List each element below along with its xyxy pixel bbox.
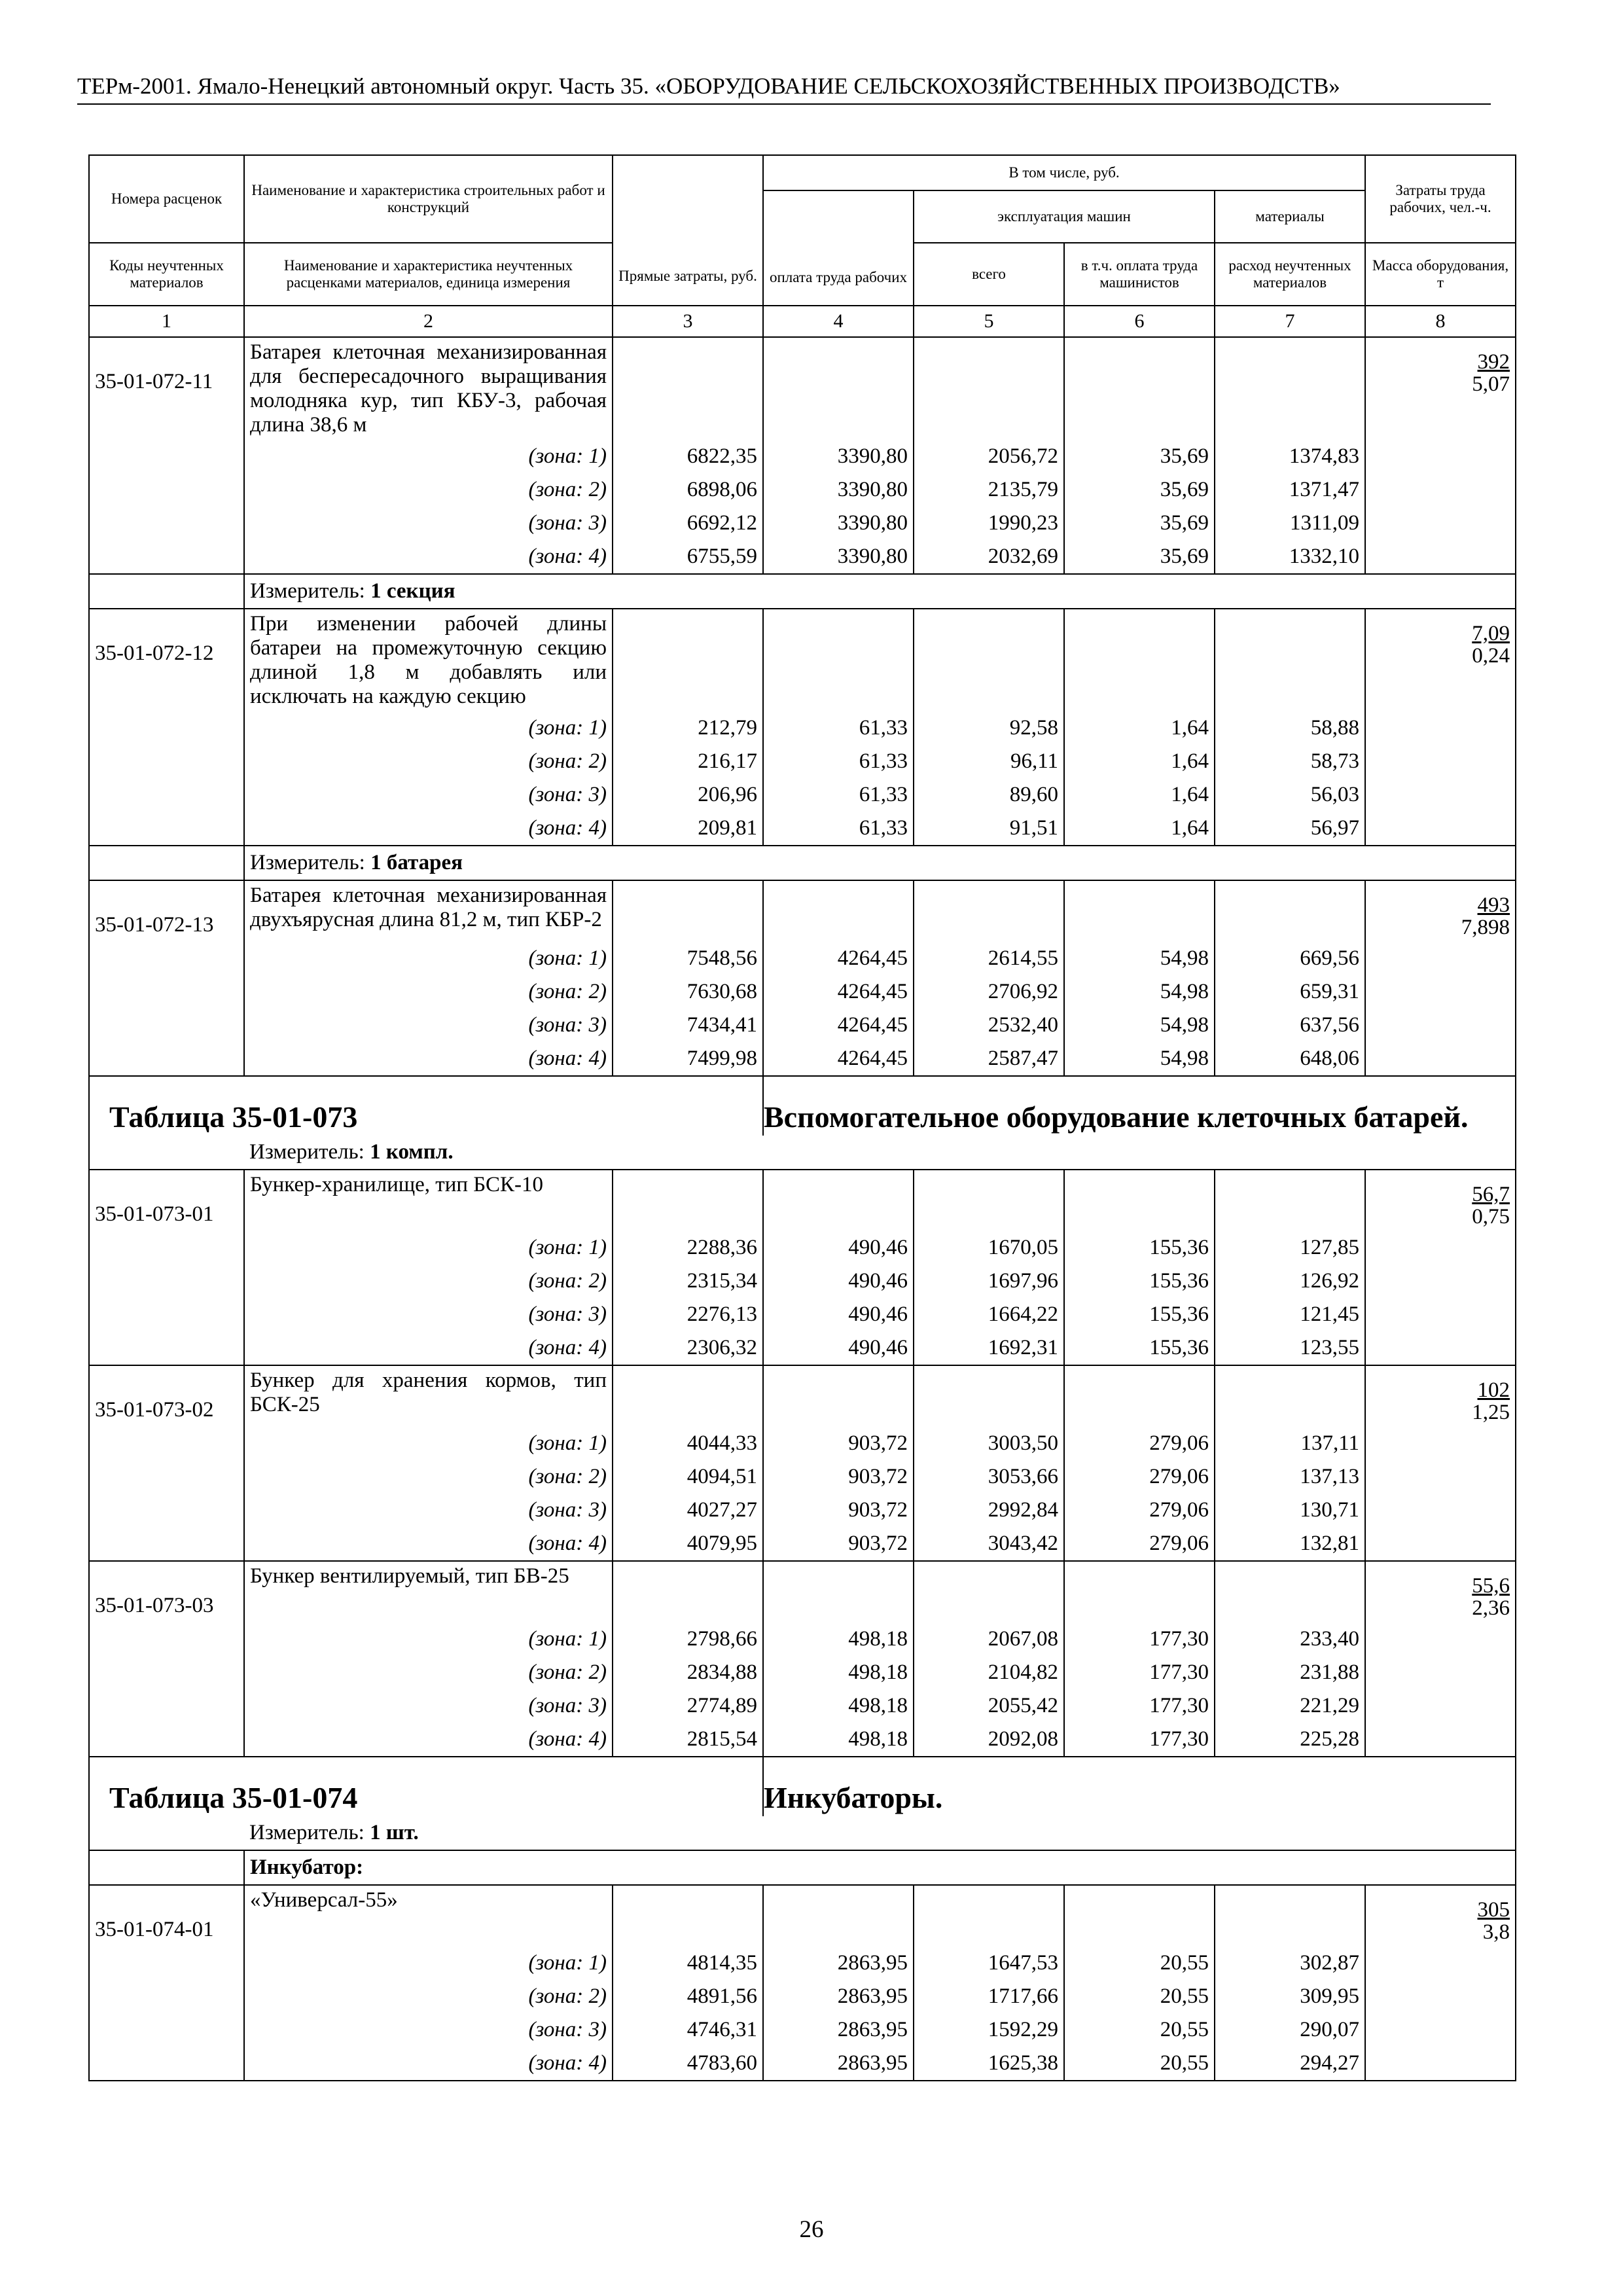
price-value: 3390,80 <box>763 473 914 507</box>
item-code: 35-01-072-13 <box>89 880 244 942</box>
price-value: 2834,88 <box>613 1656 763 1689</box>
price-value: 7434,41 <box>613 1009 763 1042</box>
zone-label: (зона: 3) <box>244 1689 613 1723</box>
price-value: 20,55 <box>1064 1946 1215 1980</box>
price-value: 6755,59 <box>613 540 763 574</box>
zone-label: (зона: 1) <box>244 942 613 975</box>
price-value: 1374,83 <box>1215 440 1365 473</box>
measure-row <box>89 574 1516 609</box>
measure-unit: 1 секция <box>370 579 455 603</box>
price-value: 61,33 <box>763 812 914 846</box>
price-value: 2288,36 <box>613 1231 763 1265</box>
zone-label: (зона: 3) <box>244 2013 613 2047</box>
price-value: 92,58 <box>914 711 1064 745</box>
zone-row <box>89 2047 1516 2081</box>
item-code: 35-01-073-02 <box>89 1365 244 1427</box>
zone-label: (зона: 3) <box>244 1494 613 1527</box>
price-value: 4094,51 <box>613 1460 763 1494</box>
price-value: 2532,40 <box>914 1009 1064 1042</box>
zone-label: (зона: 2) <box>244 1460 613 1494</box>
price-value: 3043,42 <box>914 1527 1064 1561</box>
price-value: 498,18 <box>763 1623 914 1656</box>
col2-top-header: Наименование и характеристика строительных работ и конструкций <box>244 155 613 243</box>
measure-unit: 1 компл. <box>370 1140 454 1164</box>
measure-prefix: Измеритель: <box>249 1821 365 1844</box>
page-number: 26 <box>799 2216 824 2243</box>
price-value: 221,29 <box>1215 1689 1365 1723</box>
zone-row <box>89 1723 1516 1757</box>
price-value: 1664,22 <box>914 1298 1064 1331</box>
price-value: 4814,35 <box>613 1946 763 1980</box>
group-row <box>89 1850 1516 1885</box>
labor-mass-fraction <box>1365 1561 1516 1623</box>
price-value: 309,95 <box>1215 1980 1365 2013</box>
price-value: 155,36 <box>1064 1298 1215 1331</box>
col7-header: расход неучтенных материалов <box>1215 243 1365 306</box>
price-value: 54,98 <box>1064 975 1215 1009</box>
zone-row <box>89 942 1516 975</box>
price-value: 61,33 <box>763 711 914 745</box>
zone-row <box>89 1427 1516 1460</box>
price-value: 54,98 <box>1064 942 1215 975</box>
price-value: 20,55 <box>1064 2047 1215 2081</box>
price-value: 903,72 <box>763 1427 914 1460</box>
price-value: 498,18 <box>763 1656 914 1689</box>
zone-label: (зона: 2) <box>244 975 613 1009</box>
price-value: 206,96 <box>613 778 763 812</box>
price-value: 1625,38 <box>914 2047 1064 2081</box>
price-value: 1697,96 <box>914 1265 1064 1298</box>
zone-label: (зона: 4) <box>244 540 613 574</box>
zone-row <box>89 1689 1516 1723</box>
zone-label: (зона: 3) <box>244 778 613 812</box>
price-value: 302,87 <box>1215 1946 1365 1980</box>
labor-mass-fraction <box>1365 880 1516 942</box>
table-section-header <box>89 1076 1516 1136</box>
price-value: 177,30 <box>1064 1723 1215 1757</box>
zone-label: (зона: 4) <box>244 1331 613 1365</box>
price-value: 490,46 <box>763 1265 914 1298</box>
price-value: 212,79 <box>613 711 763 745</box>
price-value: 7548,56 <box>613 942 763 975</box>
labor-value: 305 <box>1477 1898 1510 1922</box>
col1-bottom-header: Коды неучтенных материалов <box>89 243 244 306</box>
price-value: 1647,53 <box>914 1946 1064 1980</box>
price-value: 137,11 <box>1215 1427 1365 1460</box>
zone-label: (зона: 4) <box>244 812 613 846</box>
price-value: 2798,66 <box>613 1623 763 1656</box>
zone-label: (зона: 1) <box>244 1427 613 1460</box>
price-value: 4027,27 <box>613 1494 763 1527</box>
measure-row <box>89 846 1516 880</box>
zone-label: (зона: 1) <box>244 1623 613 1656</box>
price-value: 231,88 <box>1215 1656 1365 1689</box>
labor-value: 392 <box>1477 350 1510 374</box>
incl-header: В том числе, руб. <box>763 155 1365 190</box>
zone-label: (зона: 4) <box>244 1042 613 1076</box>
column-number: 1 <box>89 306 244 337</box>
col1-top-header: Номера расценок <box>89 155 244 243</box>
section-title: Таблица 35-01-073 <box>89 1076 763 1136</box>
price-value: 2055,42 <box>914 1689 1064 1723</box>
price-value: 1371,47 <box>1215 473 1365 507</box>
price-value: 637,56 <box>1215 1009 1365 1042</box>
zone-label: (зона: 1) <box>244 1946 613 1980</box>
zone-row <box>89 507 1516 540</box>
price-value: 6822,35 <box>613 440 763 473</box>
price-value: 4264,45 <box>763 1042 914 1076</box>
price-value: 279,06 <box>1064 1460 1215 1494</box>
labor-value: 55,6 <box>1472 1574 1510 1598</box>
price-value: 3390,80 <box>763 440 914 473</box>
mass-value: 0,75 <box>1472 1205 1510 1229</box>
price-value: 130,71 <box>1215 1494 1365 1527</box>
measure-unit: 1 батарея <box>370 851 463 874</box>
zone-label: (зона: 3) <box>244 507 613 540</box>
zone-row <box>89 778 1516 812</box>
measure-prefix: Измеритель: <box>250 851 365 874</box>
item-code: 35-01-072-12 <box>89 609 244 711</box>
zone-row <box>89 1527 1516 1561</box>
zone-row <box>89 745 1516 778</box>
column-numbers-row <box>89 306 1516 337</box>
zone-label: (зона: 2) <box>244 473 613 507</box>
price-value: 2815,54 <box>613 1723 763 1757</box>
price-value: 177,30 <box>1064 1623 1215 1656</box>
price-value: 2863,95 <box>763 1980 914 2013</box>
price-value: 3053,66 <box>914 1460 1064 1494</box>
price-value: 1990,23 <box>914 507 1064 540</box>
price-value: 1592,29 <box>914 2013 1064 2047</box>
zone-label: (зона: 4) <box>244 1527 613 1561</box>
page-header: ТЕРм-2001. Ямало-Ненецкий автономный округ. Часть 35. «ОБОРУДОВАНИЕ СЕЛЬСКОХОЗЯЙСТВЕННЫХ ПРОИЗВОДСТВ» <box>77 73 1491 105</box>
price-value: 279,06 <box>1064 1427 1215 1460</box>
item-name: Бункер вентилируемый, тип БВ-25 <box>244 1561 613 1623</box>
price-value: 2067,08 <box>914 1623 1064 1656</box>
price-value: 1332,10 <box>1215 540 1365 574</box>
column-number: 8 <box>1365 306 1516 337</box>
item-row <box>89 1561 1516 1623</box>
price-value: 155,36 <box>1064 1265 1215 1298</box>
price-value: 294,27 <box>1215 2047 1365 2081</box>
price-value: 209,81 <box>613 812 763 846</box>
section-measure-row <box>89 1816 1516 1850</box>
price-value: 2863,95 <box>763 2047 914 2081</box>
price-value: 290,07 <box>1215 2013 1365 2047</box>
zone-row <box>89 1494 1516 1527</box>
price-value: 137,13 <box>1215 1460 1365 1494</box>
price-value: 2315,34 <box>613 1265 763 1298</box>
labor-value: 493 <box>1477 893 1510 917</box>
price-value: 648,06 <box>1215 1042 1365 1076</box>
labor-value: 102 <box>1477 1378 1510 1402</box>
price-value: 6692,12 <box>613 507 763 540</box>
price-value: 498,18 <box>763 1723 914 1757</box>
price-value: 58,73 <box>1215 745 1365 778</box>
price-value: 903,72 <box>763 1460 914 1494</box>
zone-label: (зона: 4) <box>244 2047 613 2081</box>
zone-label: (зона: 1) <box>244 1231 613 1265</box>
price-value: 4044,33 <box>613 1427 763 1460</box>
zone-row <box>89 1331 1516 1365</box>
item-name: Батарея клеточная механизированная двухъярусная длина 81,2 м, тип КБР-2 <box>244 880 613 942</box>
price-value: 2104,82 <box>914 1656 1064 1689</box>
price-value: 61,33 <box>763 745 914 778</box>
price-value: 3390,80 <box>763 540 914 574</box>
price-value: 4891,56 <box>613 1980 763 2013</box>
price-value: 54,98 <box>1064 1009 1215 1042</box>
price-value: 2706,92 <box>914 975 1064 1009</box>
price-value: 498,18 <box>763 1689 914 1723</box>
zone-label: (зона: 3) <box>244 1009 613 1042</box>
materials-header: материалы <box>1215 190 1365 243</box>
labor-mass-fraction <box>1365 337 1516 440</box>
price-value: 4264,45 <box>763 1009 914 1042</box>
price-value: 903,72 <box>763 1527 914 1561</box>
price-value: 35,69 <box>1064 440 1215 473</box>
zone-row <box>89 473 1516 507</box>
price-value: 1,64 <box>1064 711 1215 745</box>
labor-mass-fraction <box>1365 1885 1516 1946</box>
zone-row <box>89 812 1516 846</box>
zone-row <box>89 440 1516 473</box>
section-name: Вспомогательное оборудование клеточных батарей. <box>763 1076 1516 1136</box>
zone-label: (зона: 2) <box>244 1656 613 1689</box>
machines-header: эксплуатация машин <box>914 190 1215 243</box>
table-section-header <box>89 1757 1516 1816</box>
price-value: 4746,31 <box>613 2013 763 2047</box>
price-value: 155,36 <box>1064 1231 1215 1265</box>
price-value: 4264,45 <box>763 942 914 975</box>
price-value: 6898,06 <box>613 473 763 507</box>
zone-row <box>89 1298 1516 1331</box>
zone-row <box>89 1980 1516 2013</box>
zone-label: (зона: 2) <box>244 1980 613 2013</box>
section-name: Инкубаторы. <box>763 1757 1516 1816</box>
zone-row <box>89 1231 1516 1265</box>
price-value: 177,30 <box>1064 1689 1215 1723</box>
price-value: 89,60 <box>914 778 1064 812</box>
section-measure-row <box>89 1136 1516 1170</box>
zone-label: (зона: 2) <box>244 1265 613 1298</box>
column-number: 3 <box>613 306 763 337</box>
price-value: 279,06 <box>1064 1494 1215 1527</box>
price-value: 56,97 <box>1215 812 1365 846</box>
price-value: 177,30 <box>1064 1656 1215 1689</box>
zone-row <box>89 540 1516 574</box>
item-row <box>89 1365 1516 1427</box>
price-value: 216,17 <box>613 745 763 778</box>
price-value: 127,85 <box>1215 1231 1365 1265</box>
price-value: 1670,05 <box>914 1231 1064 1265</box>
zone-row <box>89 1460 1516 1494</box>
price-value: 2863,95 <box>763 1946 914 1980</box>
price-value: 2774,89 <box>613 1689 763 1723</box>
price-value: 56,03 <box>1215 778 1365 812</box>
labor-value: 7,09 <box>1472 622 1510 645</box>
item-name: Бункер для хранения кормов, тип БСК-25 <box>244 1365 613 1427</box>
item-name: При изменении рабочей длины батареи на промежуточную секцию длиной 1,8 м добавлять или исключать на каждую секцию <box>244 609 613 711</box>
measure-prefix: Измеритель: <box>249 1140 365 1164</box>
price-value: 1692,31 <box>914 1331 1064 1365</box>
price-value: 903,72 <box>763 1494 914 1527</box>
mass-value: 2,36 <box>1472 1596 1510 1620</box>
price-value: 2992,84 <box>914 1494 1064 1527</box>
price-value: 3003,50 <box>914 1427 1064 1460</box>
item-code: 35-01-073-03 <box>89 1561 244 1623</box>
zone-label: (зона: 4) <box>244 1723 613 1757</box>
price-value: 7499,98 <box>613 1042 763 1076</box>
price-value: 1717,66 <box>914 1980 1064 2013</box>
zone-row <box>89 975 1516 1009</box>
mass-value: 0,24 <box>1472 644 1510 668</box>
item-row <box>89 337 1516 440</box>
price-value: 4264,45 <box>763 975 914 1009</box>
price-value: 2614,55 <box>914 942 1064 975</box>
price-value: 1,64 <box>1064 745 1215 778</box>
price-value: 20,55 <box>1064 1980 1215 2013</box>
item-code: 35-01-073-01 <box>89 1170 244 1231</box>
measure-prefix: Измеритель: <box>250 579 365 603</box>
item-code: 35-01-074-01 <box>89 1885 244 1946</box>
price-value: 7630,68 <box>613 975 763 1009</box>
price-value: 1,64 <box>1064 812 1215 846</box>
zone-row <box>89 1042 1516 1076</box>
price-value: 659,31 <box>1215 975 1365 1009</box>
col8-bottom-header: Масса оборудования, т <box>1365 243 1516 306</box>
measure-unit: 1 шт. <box>370 1821 419 1844</box>
price-value: 490,46 <box>763 1298 914 1331</box>
mass-value: 5,07 <box>1472 372 1510 396</box>
price-value: 2863,95 <box>763 2013 914 2047</box>
price-value: 2587,47 <box>914 1042 1064 1076</box>
labor-mass-fraction <box>1365 1365 1516 1427</box>
zone-label: (зона: 1) <box>244 440 613 473</box>
price-value: 96,11 <box>914 745 1064 778</box>
zone-row <box>89 1656 1516 1689</box>
item-name: «Универсал-55» <box>244 1885 613 1946</box>
price-value: 91,51 <box>914 812 1064 846</box>
item-row <box>89 609 1516 711</box>
price-value: 233,40 <box>1215 1623 1365 1656</box>
price-value: 132,81 <box>1215 1527 1365 1561</box>
price-value: 58,88 <box>1215 711 1365 745</box>
item-row <box>89 1170 1516 1231</box>
table-header <box>89 155 1516 306</box>
price-value: 2135,79 <box>914 473 1064 507</box>
price-value: 3390,80 <box>763 507 914 540</box>
item-name: Бункер-хранилище, тип БСК-10 <box>244 1170 613 1231</box>
column-number: 6 <box>1064 306 1215 337</box>
labor-mass-fraction <box>1365 1170 1516 1231</box>
zone-row <box>89 2013 1516 2047</box>
col3-header: Прямые затраты, руб. <box>613 155 763 306</box>
col4-header: оплата труда рабочих <box>763 190 914 306</box>
zone-row <box>89 711 1516 745</box>
mass-value: 1,25 <box>1472 1401 1510 1424</box>
price-value: 2092,08 <box>914 1723 1064 1757</box>
zone-row <box>89 1946 1516 1980</box>
price-value: 155,36 <box>1064 1331 1215 1365</box>
labor-value: 56,7 <box>1472 1183 1510 1206</box>
item-row <box>89 880 1516 942</box>
col2-bottom-header: Наименование и характеристика неучтенных расценками материалов, единица измерения <box>244 243 613 306</box>
labor-mass-fraction <box>1365 609 1516 711</box>
group-label: Инкубатор: <box>244 1850 1516 1885</box>
price-value: 20,55 <box>1064 2013 1215 2047</box>
column-number: 7 <box>1215 306 1365 337</box>
price-value: 490,46 <box>763 1331 914 1365</box>
price-value: 490,46 <box>763 1231 914 1265</box>
column-number: 4 <box>763 306 914 337</box>
section-title: Таблица 35-01-074 <box>89 1757 763 1816</box>
price-value: 54,98 <box>1064 1042 1215 1076</box>
item-name: Батарея клеточная механизированная для беспересадочного выращивания молодняка кур, тип КБУ-3, рабочая длина 38,6 м <box>244 337 613 440</box>
col5-header: всего <box>914 243 1064 306</box>
price-value: 669,56 <box>1215 942 1365 975</box>
mass-value: 7,898 <box>1461 916 1510 939</box>
price-value: 4783,60 <box>613 2047 763 2081</box>
price-value: 35,69 <box>1064 473 1215 507</box>
price-table <box>88 154 1516 2081</box>
price-value: 126,92 <box>1215 1265 1365 1298</box>
price-value: 61,33 <box>763 778 914 812</box>
price-value: 123,55 <box>1215 1331 1365 1365</box>
price-value: 121,45 <box>1215 1298 1365 1331</box>
column-number: 2 <box>244 306 613 337</box>
price-value: 4079,95 <box>613 1527 763 1561</box>
price-value: 2276,13 <box>613 1298 763 1331</box>
price-value: 35,69 <box>1064 540 1215 574</box>
mass-value: 3,8 <box>1482 1920 1510 1944</box>
column-number: 5 <box>914 306 1064 337</box>
zone-row <box>89 1265 1516 1298</box>
col6-header: в т.ч. оплата труда машинистов <box>1064 243 1215 306</box>
zone-label: (зона: 3) <box>244 1298 613 1331</box>
price-value: 279,06 <box>1064 1527 1215 1561</box>
price-value: 2056,72 <box>914 440 1064 473</box>
zone-label: (зона: 2) <box>244 745 613 778</box>
price-value: 35,69 <box>1064 507 1215 540</box>
price-value: 2032,69 <box>914 540 1064 574</box>
price-value: 2306,32 <box>613 1331 763 1365</box>
zone-row <box>89 1009 1516 1042</box>
col8-top-header: Затраты труда рабочих, чел.-ч. <box>1365 155 1516 243</box>
item-row <box>89 1885 1516 1946</box>
zone-label: (зона: 1) <box>244 711 613 745</box>
price-value: 1,64 <box>1064 778 1215 812</box>
zone-row <box>89 1623 1516 1656</box>
price-value: 1311,09 <box>1215 507 1365 540</box>
item-code: 35-01-072-11 <box>89 337 244 440</box>
price-value: 225,28 <box>1215 1723 1365 1757</box>
